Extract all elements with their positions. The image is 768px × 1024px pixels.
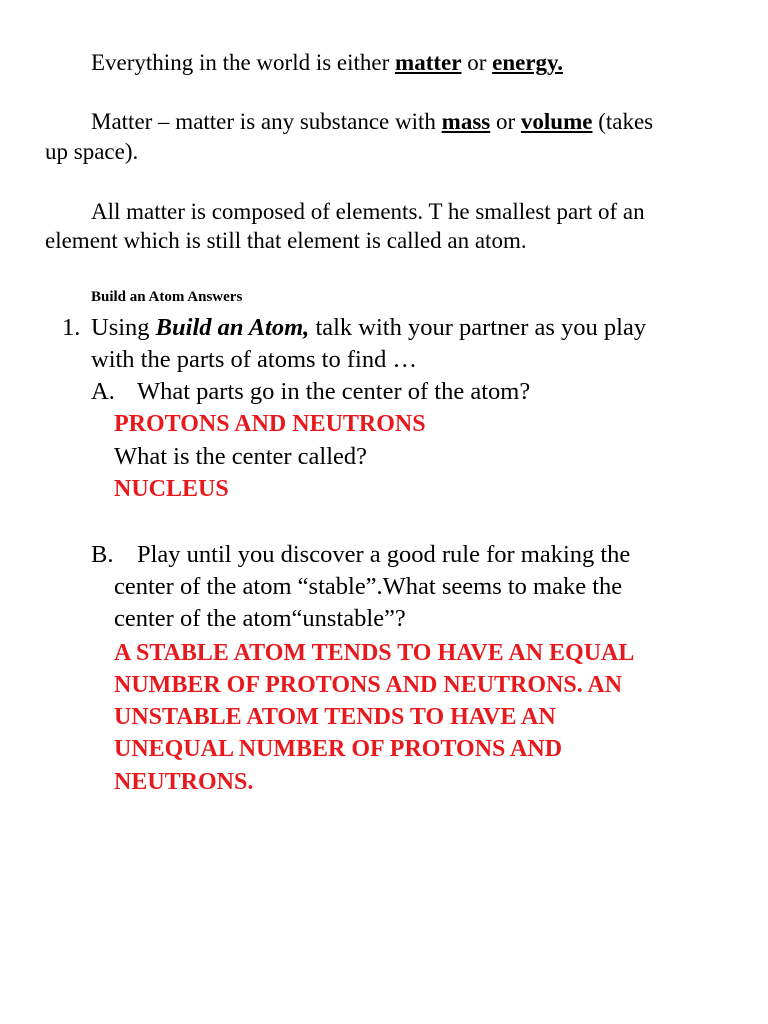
- question-number: 1.: [62, 314, 81, 341]
- part-a-letter: A.: [91, 378, 115, 405]
- part-b-question-line-2: center of the atom “stable”.What seems to make the: [114, 573, 623, 600]
- question-1-prefix: Using: [91, 314, 156, 341]
- intro-p2-text: Matter – matter is any substance with: [91, 109, 442, 134]
- term-volume: volume: [520, 109, 593, 134]
- question-1-line-2: with the parts of atoms to find …: [91, 346, 417, 373]
- part-a-question: What parts go in the center of the atom?: [137, 378, 531, 405]
- part-b-question-line-3: center of the atom“unstable”?: [114, 605, 406, 632]
- part-b-answer-line-4: UNEQUAL NUMBER OF PROTONS AND: [114, 736, 563, 762]
- intro-p2-suffix: (takes: [592, 109, 654, 134]
- term-mass: mass: [441, 109, 491, 134]
- intro-p1-or: or: [461, 50, 493, 75]
- part-b-letter: B.: [91, 541, 114, 568]
- section-heading: Build an Atom Answers: [91, 289, 243, 305]
- intro-p1-text: Everything in the world is either: [91, 50, 396, 75]
- part-a-answer-1: PROTONS AND NEUTRONS: [114, 411, 426, 437]
- part-b-answer-line-3: UNSTABLE ATOM TENDS TO HAVE AN: [114, 704, 556, 730]
- part-a-question-2: What is the center called?: [114, 443, 368, 470]
- intro-paragraph-3-line-1: All matter is composed of elements. T he smallest part of an: [91, 199, 645, 224]
- term-matter: matter: [395, 50, 462, 75]
- intro-p2-or: or: [490, 109, 521, 134]
- question-1-suffix: talk with your partner as you play: [309, 314, 647, 341]
- part-b-answer-line-1: A STABLE ATOM TENDS TO HAVE AN EQUAL: [114, 640, 635, 666]
- term-energy: energy.: [492, 50, 564, 75]
- build-an-atom-title: Build an Atom,: [155, 314, 310, 341]
- intro-paragraph-3-line-2: element which is still that element is called an atom.: [45, 228, 527, 253]
- question-1-line-1: [91, 312, 646, 344]
- intro-paragraph-2-line-2: up space).: [45, 139, 139, 164]
- intro-paragraph-1: [91, 48, 563, 78]
- part-a-answer-2: NUCLEUS: [114, 476, 229, 502]
- part-b-answer-line-5: NEUTRONS.: [114, 769, 254, 795]
- intro-paragraph-2-line-1: [91, 107, 653, 137]
- part-b-answer-line-2: NUMBER OF PROTONS AND NEUTRONS. AN: [114, 672, 623, 698]
- part-b-question-line-1: Play until you discover a good rule for making the: [137, 541, 631, 568]
